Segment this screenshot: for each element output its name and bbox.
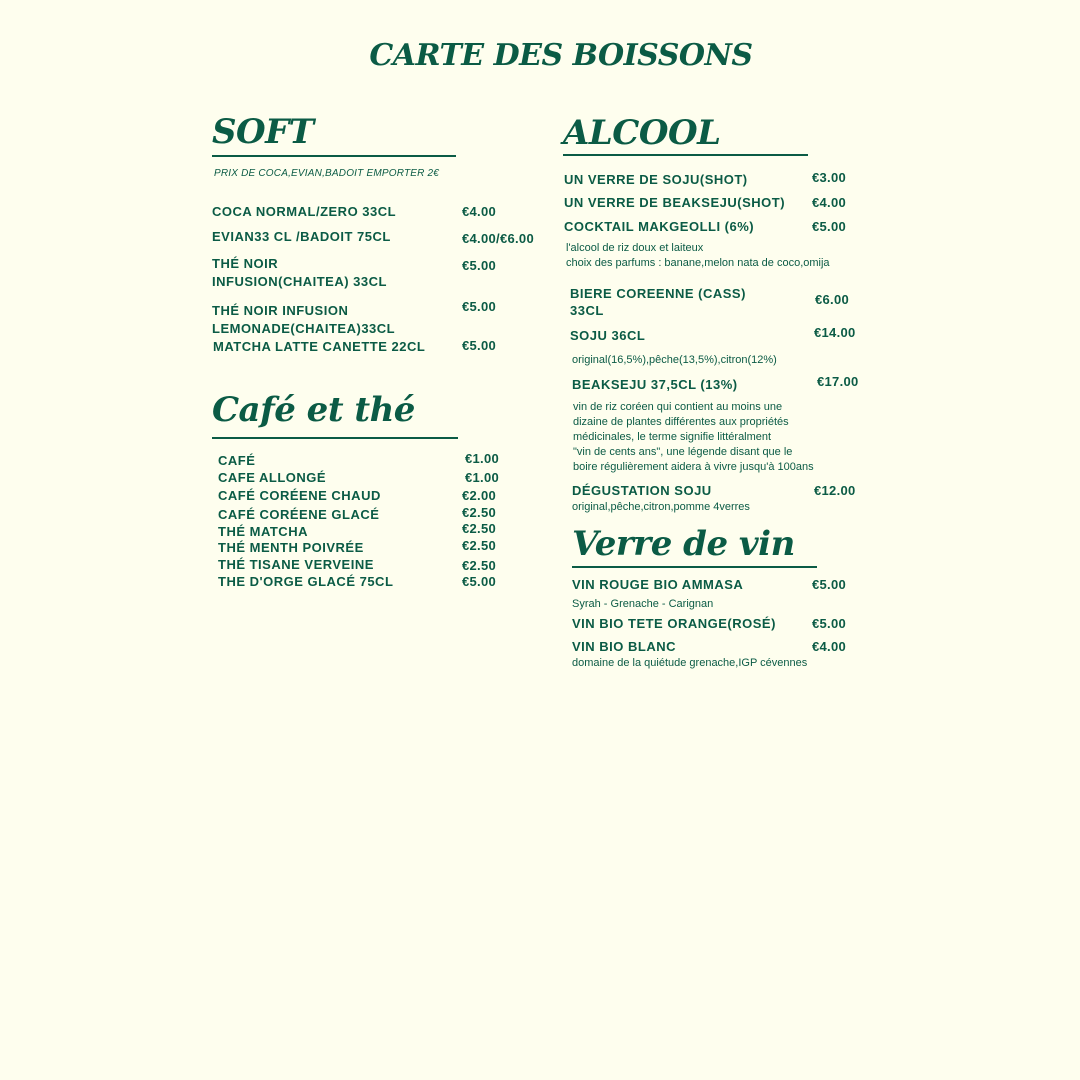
menu-item-name: DÉGUSTATION SOJU [572,483,712,498]
page-title: CARTE DES BOISSONS [369,38,753,73]
section-rule-vin [572,566,817,568]
menu-item-price: €5.00 [462,258,497,273]
menu-item-description: Syrah - Grenache - Carignan [572,598,714,610]
section-rule-alcool [563,154,808,156]
menu-item-price: €2.00 [462,488,497,503]
menu-item-name-line2: INFUSION(CHAITEA) 33CL [212,274,387,289]
menu-item-name: CAFE ALLONGÉ [218,470,327,485]
menu-item-description: domaine de la quiétude grenache,IGP cévennes [572,657,808,669]
menu-item-name: UN VERRE DE SOJU(SHOT) [564,172,748,187]
menu-item-name: THÉ NOIR [212,256,279,271]
menu-item-price: €2.50 [462,558,497,573]
menu-item-name: COCKTAIL MAKGEOLLI (6%) [564,219,755,234]
menu-item-price: €1.00 [465,470,500,485]
soft-note: PRIX DE COCA,EVIAN,BADOIT EMPORTER 2€ [214,168,440,179]
menu-item-price: €1.00 [465,451,500,466]
section-heading-alcool: ALCOOL [563,113,721,153]
menu-item-description: boire régulièrement aidera à vivre jusqu'à 100ans [573,461,814,473]
menu-item-name: SOJU 36CL [570,328,646,343]
menu-item-name-line2: 33CL [570,303,604,318]
menu-item-price: €4.00 [462,204,497,219]
menu-item-name: CAFÉ CORÉENE CHAUD [218,488,381,503]
menu-item-name: THÉ MATCHA [218,524,308,539]
menu-item-name: COCA NORMAL/ZERO 33CL [212,204,397,219]
menu-item-name: VIN BIO TETE ORANGE(ROSÉ) [572,616,776,631]
menu-item-description: l'alcool de riz doux et laiteux [566,242,704,254]
menu-item-description: original(16,5%),pêche(13,5%),citron(12%) [572,354,777,366]
menu-item-price: €4.00/€6.00 [462,231,534,246]
menu-item-name: THÉ NOIR INFUSION [212,303,349,318]
menu-item-description: médicinales, le terme signifie littéralment [573,431,772,443]
menu-item-price: €5.00 [812,577,847,592]
menu-item-price: €5.00 [462,338,497,353]
section-heading-vin: Verre de vin [572,524,795,564]
menu-item-description: original,pêche,citron,pomme 4verres [572,501,750,513]
menu-item-description: dizaine de plantes différentes aux propriétés [573,416,789,428]
section-heading-soft: SOFT [212,112,314,152]
menu-item-name: VIN BIO BLANC [572,639,676,654]
menu-item-price: €5.00 [812,219,847,234]
menu-item-price: €17.00 [817,374,859,389]
menu-item-price: €5.00 [462,574,497,589]
menu-item-description: vin de riz coréen qui contient au moins une [573,401,783,413]
menu-item-name: EVIAN33 CL /BADOIT 75CL [212,229,391,244]
menu-item-name: CAFÉ [218,453,256,468]
menu-item-price: €14.00 [814,325,856,340]
menu-item-name: UN VERRE DE BEAKSEJU(SHOT) [564,195,786,210]
menu-item-description: choix des parfums : banane,melon nata de coco,omija [566,257,830,269]
menu-item-name: CAFÉ CORÉENE GLACÉ [218,507,380,522]
menu-item-price: €5.00 [812,616,847,631]
menu-item-name: THÉ MENTH POIVRÉE [218,540,364,555]
section-heading-cafe: Café et thé [212,390,415,430]
menu-item-price: €4.00 [812,639,847,654]
menu-item-price: €2.50 [462,538,497,553]
menu-item-price: €3.00 [812,170,847,185]
menu-item-price: €6.00 [815,292,850,307]
menu-item-description: "vin de cents ans", une légende disant que le [573,446,793,458]
section-rule-cafe [212,437,458,439]
menu-item-price: €5.00 [462,299,497,314]
menu-item-name: BIERE COREENNE (CASS) [570,286,746,301]
section-rule-soft [212,155,456,157]
menu-item-price: €12.00 [814,483,856,498]
menu-item-price: €2.50 [462,505,497,520]
menu-item-name: THE D'ORGE GLACÉ 75CL [218,574,394,589]
menu-item-name: MATCHA LATTE CANETTE 22CL [213,339,426,354]
menu-item-name: THÉ TISANE VERVEINE [218,557,374,572]
menu-item-name: BEAKSEJU 37,5CL (13%) [572,377,738,392]
menu-item-name-line2: LEMONADE(CHAITEA)33CL [212,321,396,336]
menu-item-price: €4.00 [812,195,847,210]
menu-item-price: €2.50 [462,521,497,536]
menu-item-name: VIN ROUGE BIO AMMASA [572,577,744,592]
